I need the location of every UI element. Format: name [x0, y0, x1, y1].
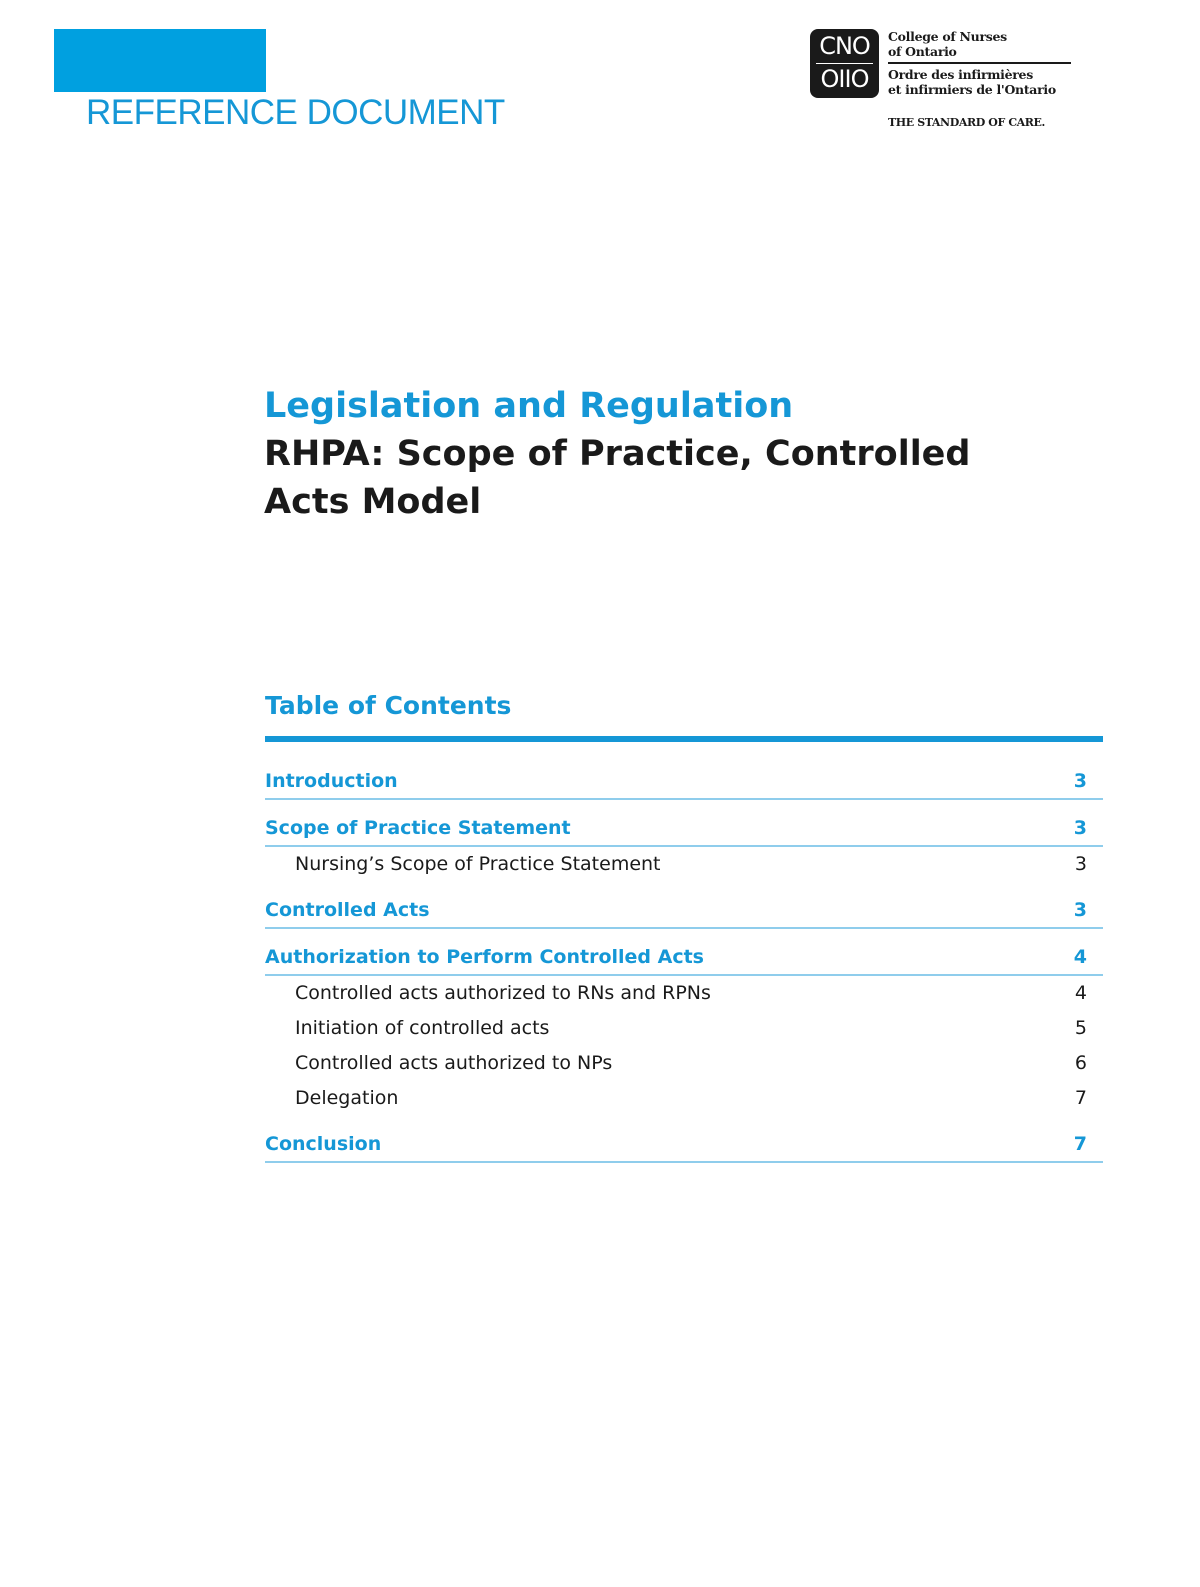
cno-logo — [810, 29, 1110, 139]
toc-subsection-link[interactable] — [265, 847, 1103, 882]
logo-line-4: et infirmiers de l'Ontario — [888, 82, 1056, 97]
logo-divider — [888, 62, 1071, 64]
toc-entry-page: 4 — [1073, 946, 1087, 968]
document-title: Legislation and Regulation — [264, 386, 794, 426]
toc-entry-label: Scope of Practice Statement — [265, 817, 571, 839]
logo-wordmark — [888, 29, 1110, 97]
logo-line-3: Ordre des infirmières — [888, 67, 1033, 82]
toc-section-link[interactable] — [265, 894, 1103, 929]
logo-mark-divider — [816, 63, 873, 64]
toc-entry-label: Introduction — [265, 770, 398, 792]
logo-mark-bottom: OIIO — [820, 65, 869, 93]
toc-section-link[interactable] — [265, 812, 1103, 847]
toc-subsection-link[interactable] — [265, 1081, 1103, 1116]
toc-section-link[interactable] — [265, 765, 1103, 800]
toc-entry-page: 3 — [1073, 899, 1087, 921]
toc-entry-label: Initiation of controlled acts — [295, 1017, 550, 1039]
toc-subsection-link[interactable] — [265, 976, 1103, 1011]
toc-entry-page: 7 — [1073, 1133, 1087, 1155]
toc-entry-page: 3 — [1073, 770, 1087, 792]
toc-list — [265, 765, 1103, 1163]
toc-entry-label: Delegation — [295, 1087, 399, 1109]
logo-line-2: of Ontario — [888, 44, 957, 59]
logo-line-1: College of Nurses — [888, 29, 1007, 44]
header-color-block — [54, 29, 266, 92]
logo-tagline: THE STANDARD OF CARE. — [888, 116, 1045, 129]
toc-section-link[interactable] — [265, 941, 1103, 976]
toc-section-link[interactable] — [265, 1128, 1103, 1163]
toc-entry-label: Controlled acts authorized to RNs and RPNs — [295, 982, 711, 1004]
toc-subsection-link[interactable] — [265, 1046, 1103, 1081]
toc-entry-label: Conclusion — [265, 1133, 382, 1155]
document-type-label: REFERENCE DOCUMENT — [86, 93, 505, 132]
toc-entry-page: 3 — [1073, 817, 1087, 839]
cno-logo-mark — [810, 29, 879, 98]
toc-entry-page: 7 — [1074, 1087, 1087, 1109]
logo-mark-top: CNO — [819, 32, 870, 60]
toc-heading: Table of Contents — [265, 691, 512, 720]
toc-entry-page: 5 — [1074, 1017, 1087, 1039]
toc-entry-label: Controlled acts authorized to NPs — [295, 1052, 613, 1074]
toc-entry-page: 3 — [1074, 853, 1087, 875]
toc-entry-label: Authorization to Perform Controlled Acts — [265, 946, 704, 968]
document-subtitle: RHPA: Scope of Practice, Controlled Acts Model — [264, 434, 971, 522]
table-of-contents — [265, 688, 1103, 1163]
toc-heading-rule — [265, 736, 1103, 742]
toc-subsection-link[interactable] — [265, 1011, 1103, 1046]
toc-entry-label: Controlled Acts — [265, 899, 430, 921]
toc-entry-page: 6 — [1074, 1052, 1087, 1074]
toc-entry-page: 4 — [1074, 982, 1087, 1004]
title-block — [264, 382, 1104, 526]
toc-entry-label: Nursing’s Scope of Practice Statement — [295, 853, 661, 875]
